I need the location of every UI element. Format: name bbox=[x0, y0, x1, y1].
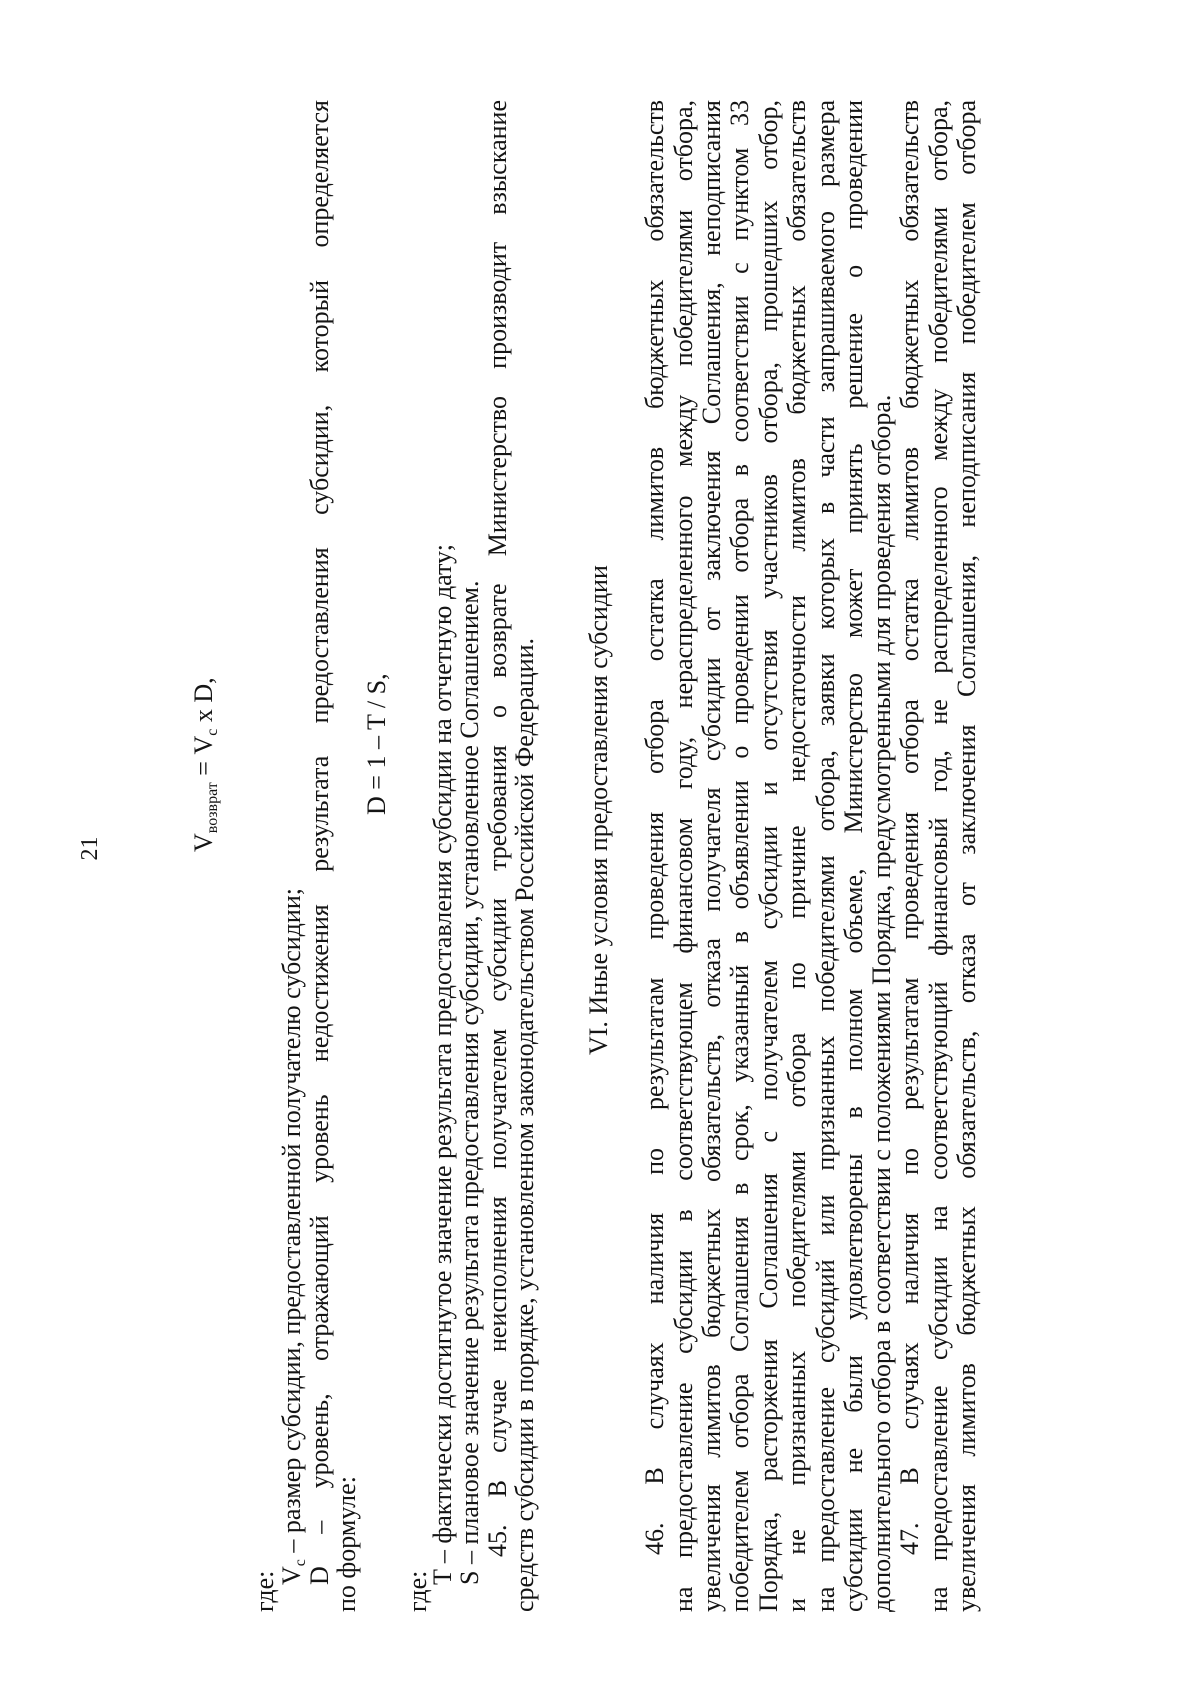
formula-symbol: V bbox=[189, 833, 218, 852]
formula-subscript: с bbox=[204, 728, 221, 736]
formula-subscript: возврат bbox=[204, 782, 221, 834]
section-heading: VI. Иные условия предоставления субсидии bbox=[584, 565, 613, 1055]
formula-return-amount bbox=[189, 677, 221, 852]
paragraph-47-line: 47. В случаях наличия по результатам проведения отбора остатка лимитов бюджетных обязательств bbox=[895, 100, 924, 1555]
paragraph-45-line: 45. В случае неисполнения получателем субсидии требования о возврате Министерство производит взыскание bbox=[483, 100, 512, 1557]
paragraph-47-line: увеличения лимитов бюджетных обязательств, отказа от заключения Соглашения, неподписания победителем отбора bbox=[952, 100, 981, 1612]
paragraph-46-line: на предоставление субсидии в соответствующем финансовом году, нераспределенного между победителями отбора, bbox=[669, 100, 698, 1612]
paragraph-46-line: субсидии не были удовлетворены в полном объеме, Министерство может принять решение о проведении bbox=[839, 100, 868, 1612]
definition-d-line: по формуле: bbox=[332, 1476, 361, 1612]
paragraph-46-line: победителем отбора Соглашения в срок, указанный в объявлении о проведении отбора в соответствии с пунктом 33 bbox=[725, 100, 754, 1612]
where-label: где: bbox=[250, 1570, 279, 1612]
definition-subscript: с bbox=[292, 1559, 309, 1567]
paragraph-47-line: на предоставление субсидии на соответствующий финансовый год, не распределенного между победителями отбора, bbox=[924, 100, 953, 1612]
paragraph-45-line: средств субсидии в порядке, установленном законодательством Российской Федерации. bbox=[510, 637, 539, 1612]
where-label: где: bbox=[403, 1570, 432, 1612]
definition-s: S – плановое значение результата предоставления субсидии, установленное Соглашением. bbox=[455, 580, 484, 1585]
formula-equals: = V bbox=[189, 735, 218, 783]
page-number: 21 bbox=[77, 836, 103, 861]
definition-vc bbox=[277, 888, 309, 1585]
definition-d-line: D – уровень, отражающий уровень недостижения результата предоставления субсидии, который определяется bbox=[305, 100, 334, 1585]
formula-d: D = 1 – T / S, bbox=[362, 673, 391, 815]
paragraph-46-line: 46. В случаях наличия по результатам проведения отбора остатка лимитов бюджетных обязательств bbox=[640, 100, 669, 1555]
paragraph-46-line: дополнительного отбора в соответствии с положениями Порядка, предусмотренными для проведения отбора. bbox=[867, 394, 896, 1612]
paragraph-46-line: на предоставление субсидий или признанных победителями отбора, заявки которых в части запрашиваемого размера bbox=[811, 100, 840, 1612]
paragraph-46-line: увеличения лимитов бюджетных обязательств, отказа получателя субсидии от заключения Соглашения, неподписания bbox=[697, 100, 726, 1612]
definition-t: T – фактически достигнутое значение результата предоставления субсидии на отчетную дату; bbox=[428, 544, 457, 1585]
paragraph-46-line: Порядка, расторжения Соглашения с получателем субсидии и отсутствия участников отбора, прошедших отбор, bbox=[754, 100, 783, 1612]
formula-tail: x D, bbox=[189, 677, 218, 729]
paragraph-46-line: и не признанных победителями отбора по причине недостаточности лимитов бюджетных обязательств bbox=[782, 100, 811, 1612]
definition-symbol: V bbox=[277, 1566, 306, 1585]
definition-text: – размер субсидии, предоставленной получателю субсидии; bbox=[277, 888, 306, 1560]
